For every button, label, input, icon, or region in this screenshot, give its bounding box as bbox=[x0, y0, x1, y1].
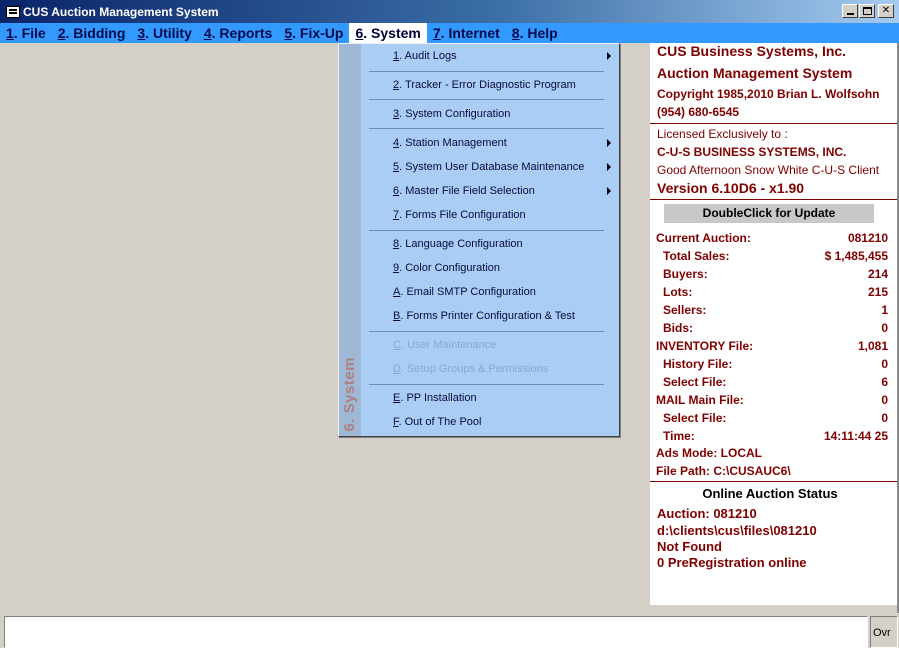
menu-item-color-config[interactable] bbox=[393, 259, 608, 277]
stat-total-sales bbox=[656, 247, 888, 265]
menu-file-label: . File bbox=[13, 25, 46, 41]
menu-item-label: . System Configuration bbox=[399, 108, 511, 120]
menu-help[interactable] bbox=[506, 23, 564, 43]
menu-item-language-config[interactable] bbox=[393, 235, 608, 253]
menu-item-forms-file-config[interactable] bbox=[393, 206, 608, 224]
menu-item-label: . System User Database Maintenance bbox=[399, 161, 585, 173]
stat-value: 0 bbox=[881, 357, 888, 371]
stat-label: Select File: bbox=[663, 411, 727, 425]
phone-number: (954) 680-6545 bbox=[657, 105, 740, 119]
stat-mail-main-file bbox=[656, 391, 888, 409]
stat-history-file bbox=[656, 355, 888, 373]
minimize-icon bbox=[847, 13, 854, 15]
system-menu-dropdown bbox=[338, 43, 620, 437]
divider bbox=[650, 481, 897, 482]
menu-fixup-label: . Fix-Up bbox=[292, 25, 344, 41]
menu-item-out-of-pool[interactable] bbox=[393, 413, 608, 431]
menu-item-system-configuration[interactable] bbox=[393, 105, 608, 123]
stat-bids bbox=[656, 319, 888, 337]
stat-label: Current Auction: bbox=[656, 231, 751, 245]
menu-item-label: . Out of The Pool bbox=[398, 416, 482, 428]
app-icon[interactable] bbox=[6, 6, 20, 18]
minimize-button[interactable] bbox=[842, 4, 858, 18]
stat-sellers bbox=[656, 301, 888, 319]
maximize-button[interactable] bbox=[859, 4, 875, 18]
menu-fixup[interactable] bbox=[278, 23, 349, 43]
menu-item-audit-logs[interactable] bbox=[393, 47, 608, 65]
menu-item-forms-printer[interactable] bbox=[393, 307, 608, 325]
online-found: Not Found bbox=[657, 539, 722, 554]
submenu-arrow-icon bbox=[607, 163, 611, 171]
stat-time bbox=[656, 427, 888, 445]
menu-separator bbox=[369, 230, 604, 231]
menu-bidding[interactable] bbox=[52, 23, 132, 43]
menu-side-label: 6. System bbox=[341, 357, 358, 432]
stat-value: 0 bbox=[881, 393, 888, 407]
licensee: C-U-S BUSINESS SYSTEMS, INC. bbox=[657, 145, 847, 159]
file-path: File Path: C:\CUSAUC6\ bbox=[656, 464, 791, 478]
menu-separator bbox=[369, 99, 604, 100]
menu-item-label: . Forms Printer Configuration & Test bbox=[400, 310, 575, 322]
menu-item-setup-groups bbox=[393, 360, 608, 378]
menu-utility[interactable] bbox=[131, 23, 197, 43]
window-controls bbox=[841, 4, 894, 18]
menu-system-label: . System bbox=[363, 25, 421, 41]
menu-help-accel: 8 bbox=[511, 25, 520, 41]
stat-current-auction bbox=[656, 229, 888, 247]
menu-system[interactable] bbox=[349, 23, 426, 43]
greeting: Good Afternoon Snow White C-U-S Client bbox=[657, 163, 880, 177]
online-auction: Auction: 081210 bbox=[657, 506, 757, 521]
menu-item-label: . Language Configuration bbox=[399, 238, 523, 250]
menu-item-accel: 6 bbox=[393, 185, 400, 197]
stat-inventory-file bbox=[656, 337, 888, 355]
submenu-arrow-icon bbox=[607, 52, 611, 60]
overwrite-mode-indicator: Ovr bbox=[870, 616, 898, 648]
menu-item-accel: A bbox=[393, 286, 401, 298]
stat-value: $ 1,485,455 bbox=[824, 249, 888, 263]
menu-item-label: . User Maintenance bbox=[400, 339, 497, 351]
menu-item-accel: 9 bbox=[393, 262, 400, 274]
menu-item-user-database[interactable] bbox=[393, 158, 608, 176]
stat-value: 0 bbox=[881, 321, 888, 335]
online-prereg: 0 PreRegistration online bbox=[657, 555, 807, 570]
menu-item-tracker[interactable] bbox=[393, 76, 608, 94]
maximize-icon bbox=[863, 7, 872, 15]
menu-internet[interactable] bbox=[427, 23, 506, 43]
ads-mode: Ads Mode: LOCAL bbox=[656, 446, 762, 460]
stat-value: 14:11:44 25 bbox=[823, 429, 888, 443]
update-button[interactable]: DoubleClick for Update bbox=[664, 204, 874, 223]
stat-buyers bbox=[656, 265, 888, 283]
menu-internet-accel: 7 bbox=[432, 25, 441, 41]
menu-internet-label: . Internet bbox=[440, 25, 500, 41]
online-status-title: Online Auction Status bbox=[702, 486, 838, 501]
menu-item-label: . Setup Groups & Permissions bbox=[400, 363, 549, 375]
close-icon: ✕ bbox=[881, 5, 891, 16]
menu-item-accel: F bbox=[393, 416, 399, 428]
online-path: d:\clients\cus\files\081210 bbox=[657, 523, 817, 538]
stat-label: Bids: bbox=[663, 321, 693, 335]
menu-separator bbox=[369, 71, 604, 72]
stat-lots bbox=[656, 283, 888, 301]
stat-value: 1,081 bbox=[857, 339, 888, 353]
copyright: Copyright 1985,2010 Brian L. Wolfsohn bbox=[657, 87, 880, 101]
menu-separator bbox=[369, 331, 604, 332]
menu-utility-label: . Utility bbox=[145, 25, 192, 41]
menu-help-label: . Help bbox=[519, 25, 558, 41]
menu-item-label: . Station Management bbox=[399, 137, 507, 149]
stat-mail-select-file bbox=[656, 409, 888, 427]
licensed-label: Licensed Exclusively to : bbox=[657, 127, 788, 141]
menu-item-pp-installation[interactable] bbox=[393, 389, 608, 407]
stat-label: History File: bbox=[663, 357, 733, 371]
divider bbox=[650, 199, 897, 200]
stat-label: Lots: bbox=[663, 285, 693, 299]
menu-file[interactable] bbox=[0, 23, 52, 43]
stat-label: Select File: bbox=[663, 375, 727, 389]
stat-label: Buyers: bbox=[663, 267, 708, 281]
stat-value: 081210 bbox=[847, 231, 888, 245]
menu-reports-label: . Reports bbox=[211, 25, 273, 41]
stat-label: Sellers: bbox=[663, 303, 707, 317]
menu-separator bbox=[369, 384, 604, 385]
menu-item-label: . Audit Logs bbox=[399, 50, 457, 62]
menu-bidding-accel: 2 bbox=[57, 25, 66, 41]
status-bar bbox=[0, 613, 899, 648]
window-title: CUS Auction Management System bbox=[23, 4, 219, 19]
stat-select-file bbox=[656, 373, 888, 391]
company-name: CUS Business Systems, Inc. bbox=[657, 43, 847, 59]
menu-item-label: . Tracker - Error Diagnostic Program bbox=[399, 79, 576, 91]
menu-item-email-smtp[interactable] bbox=[393, 283, 608, 301]
menu-bar bbox=[0, 23, 899, 43]
stat-label: MAIL Main File: bbox=[656, 393, 744, 407]
close-button[interactable] bbox=[878, 4, 894, 18]
submenu-arrow-icon bbox=[607, 139, 611, 147]
status-message-field bbox=[4, 616, 868, 648]
version: Version 6.10D6 - x1.90 bbox=[657, 180, 805, 196]
menu-separator bbox=[369, 128, 604, 129]
stat-label: Time: bbox=[663, 429, 695, 443]
stat-label: Total Sales: bbox=[663, 249, 730, 263]
menu-item-label: . Color Configuration bbox=[399, 262, 501, 274]
menu-bidding-label: . Bidding bbox=[65, 25, 126, 41]
stat-value: 0 bbox=[881, 411, 888, 425]
menu-item-accel: D bbox=[393, 363, 401, 375]
submenu-arrow-icon bbox=[607, 187, 611, 195]
menu-item-accel: 8 bbox=[393, 238, 400, 250]
menu-item-station-management[interactable] bbox=[393, 134, 608, 152]
menu-fixup-accel: 5 bbox=[284, 25, 293, 41]
menu-item-label: . Forms File Configuration bbox=[399, 209, 526, 221]
divider bbox=[650, 123, 897, 124]
stat-value: 214 bbox=[867, 267, 888, 281]
menu-item-accel: 5 bbox=[393, 161, 400, 173]
menu-item-label: . Email SMTP Configuration bbox=[400, 286, 536, 298]
menu-side-strip bbox=[339, 44, 361, 436]
menu-item-accel: 3 bbox=[393, 108, 400, 120]
menu-item-accel: 4 bbox=[393, 137, 400, 149]
stat-value: 215 bbox=[867, 285, 888, 299]
menu-item-user-maintenance bbox=[393, 336, 608, 354]
info-panel bbox=[650, 43, 897, 605]
stat-value: 1 bbox=[881, 303, 888, 317]
menu-item-accel: 2 bbox=[393, 79, 400, 91]
menu-item-label: . PP Installation bbox=[400, 392, 477, 404]
stat-label: INVENTORY File: bbox=[656, 339, 754, 353]
menu-item-master-file-field[interactable] bbox=[393, 182, 608, 200]
menu-item-accel: 1 bbox=[393, 50, 400, 62]
stat-value: 6 bbox=[881, 375, 888, 389]
menu-item-accel: E bbox=[393, 392, 401, 404]
menu-reports-accel: 4 bbox=[203, 25, 212, 41]
title-bar[interactable] bbox=[0, 0, 899, 23]
menu-item-label: . Master File Field Selection bbox=[399, 185, 535, 197]
menu-reports[interactable] bbox=[198, 23, 278, 43]
menu-file-accel: 1 bbox=[6, 25, 14, 41]
menu-item-accel: B bbox=[393, 310, 401, 322]
menu-utility-accel: 3 bbox=[137, 25, 146, 41]
product-name: Auction Management System bbox=[657, 65, 853, 81]
menu-system-accel: 6 bbox=[355, 25, 364, 41]
menu-item-accel: 7 bbox=[393, 209, 400, 221]
menu-item-accel: C bbox=[393, 339, 401, 351]
